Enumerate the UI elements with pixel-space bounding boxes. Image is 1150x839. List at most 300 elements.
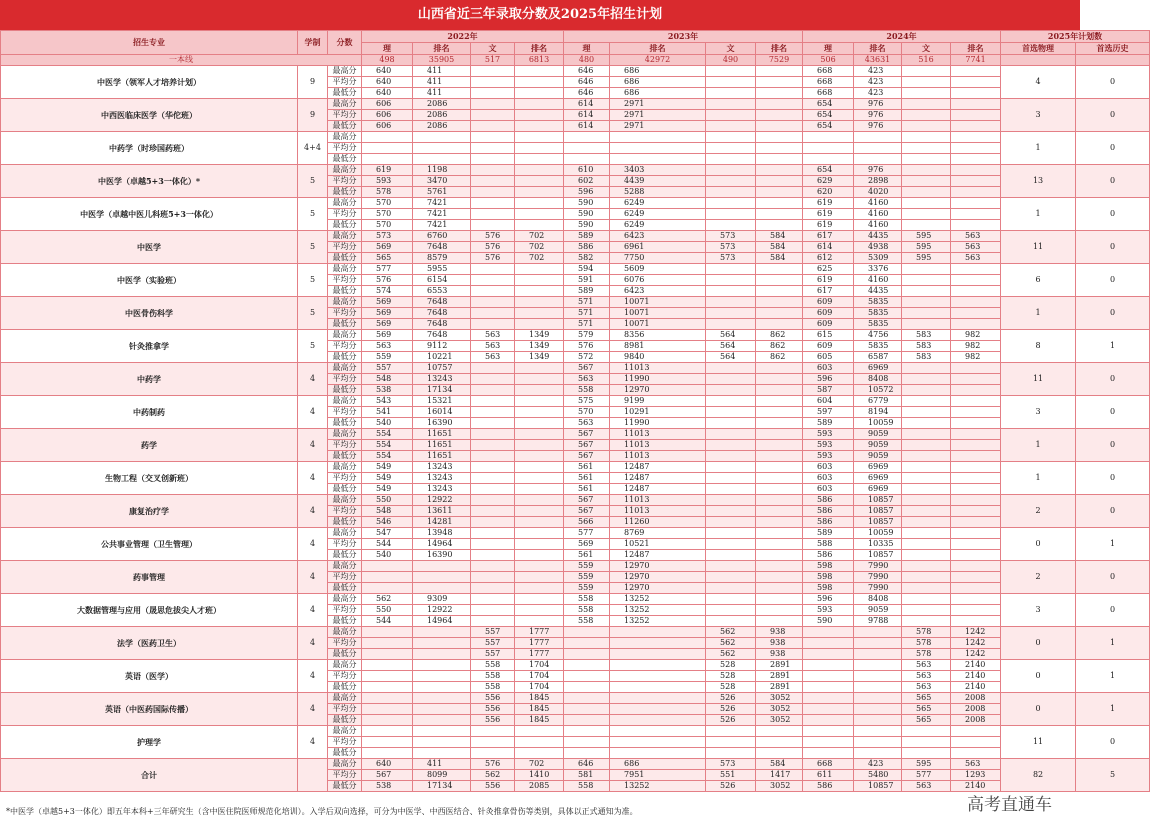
score-cell: 1349: [515, 352, 564, 363]
score-cell: 423: [854, 77, 902, 88]
score-type-label: 平均分: [328, 539, 362, 550]
score-cell: 583: [902, 330, 951, 341]
score-cell: 13243: [413, 462, 471, 473]
score-cell: [471, 473, 515, 484]
plan-physics-count: 3: [1001, 99, 1076, 132]
score-cell: 550: [362, 605, 413, 616]
score-cell: [706, 77, 756, 88]
score-cell: 589: [803, 528, 854, 539]
table-row: [1, 165, 1150, 176]
score-cell: 2971: [610, 99, 706, 110]
score-cell: [610, 748, 706, 759]
score-cell: 570: [362, 220, 413, 231]
score-cell: 540: [362, 550, 413, 561]
score-cell: 565: [902, 715, 951, 726]
score-cell: [756, 286, 803, 297]
plan-physics-count: 2: [1001, 561, 1076, 594]
score-type-label: 最高分: [328, 231, 362, 242]
score-cell: [471, 66, 515, 77]
score-cell: [362, 660, 413, 671]
yixian-value: 6813: [515, 55, 564, 66]
score-cell: 543: [362, 396, 413, 407]
score-cell: [413, 143, 471, 154]
score-cell: [706, 528, 756, 539]
table-row: [1, 627, 1150, 638]
score-cell: [902, 440, 951, 451]
score-cell: 13948: [413, 528, 471, 539]
score-cell: 6249: [610, 220, 706, 231]
score-cell: [902, 506, 951, 517]
score-cell: 14964: [413, 616, 471, 627]
score-cell: 559: [564, 572, 610, 583]
score-cell: [471, 605, 515, 616]
score-cell: 564: [706, 341, 756, 352]
score-cell: 13243: [413, 484, 471, 495]
score-cell: 586: [803, 506, 854, 517]
score-cell: 561: [564, 550, 610, 561]
score-cell: [564, 715, 610, 726]
score-cell: 567: [564, 440, 610, 451]
major-duration: 4: [298, 693, 328, 726]
score-cell: 1704: [515, 660, 564, 671]
score-cell: [902, 726, 951, 737]
score-cell: [756, 583, 803, 594]
score-cell: 938: [756, 638, 803, 649]
table-row: [1, 660, 1150, 671]
score-cell: 11013: [610, 440, 706, 451]
score-cell: 646: [564, 77, 610, 88]
score-cell: 5309: [854, 253, 902, 264]
major-duration: 5: [298, 264, 328, 297]
score-cell: 8408: [854, 374, 902, 385]
score-cell: [951, 429, 1001, 440]
score-cell: [610, 154, 706, 165]
score-cell: 617: [803, 286, 854, 297]
score-cell: [471, 165, 515, 176]
score-cell: [706, 88, 756, 99]
score-cell: 528: [706, 671, 756, 682]
score-cell: [756, 264, 803, 275]
score-cell: [803, 682, 854, 693]
score-cell: 584: [756, 253, 803, 264]
score-cell: [756, 99, 803, 110]
score-cell: 586: [803, 550, 854, 561]
score-cell: [564, 154, 610, 165]
score-cell: [756, 363, 803, 374]
score-cell: [564, 737, 610, 748]
score-cell: [471, 187, 515, 198]
score-cell: 598: [803, 583, 854, 594]
score-cell: [515, 363, 564, 374]
score-cell: [706, 539, 756, 550]
score-cell: 7990: [854, 583, 902, 594]
score-cell: [515, 308, 564, 319]
score-cell: [902, 385, 951, 396]
score-cell: [803, 737, 854, 748]
score-type-label: 最高分: [328, 660, 362, 671]
score-cell: 3052: [756, 704, 803, 715]
yixian-empty: [1076, 55, 1150, 66]
plan-history-count: 0: [1076, 264, 1150, 297]
score-cell: 1242: [951, 649, 1001, 660]
score-cell: 9059: [854, 605, 902, 616]
plan-physics-count: 1: [1001, 198, 1076, 231]
score-cell: 7648: [413, 308, 471, 319]
score-cell: [413, 748, 471, 759]
score-type-label: 最低分: [328, 649, 362, 660]
score-cell: 577: [564, 528, 610, 539]
score-cell: [803, 154, 854, 165]
score-cell: 7421: [413, 198, 471, 209]
score-cell: [756, 297, 803, 308]
score-cell: 6969: [854, 484, 902, 495]
score-cell: [902, 143, 951, 154]
header-rank: 排名: [515, 43, 564, 55]
plan-history-count: 0: [1076, 594, 1150, 627]
score-cell: 13252: [610, 781, 706, 792]
major-name: 中药制药: [1, 396, 298, 429]
plan-physics-count: 2: [1001, 495, 1076, 528]
score-cell: 11260: [610, 517, 706, 528]
header-li: 理: [362, 43, 413, 55]
score-cell: [951, 418, 1001, 429]
score-cell: 411: [413, 759, 471, 770]
score-cell: [902, 154, 951, 165]
score-cell: 590: [564, 220, 610, 231]
score-cell: [756, 275, 803, 286]
score-cell: 646: [564, 88, 610, 99]
header-duration: 学制: [298, 31, 328, 55]
score-cell: [706, 319, 756, 330]
score-cell: [756, 176, 803, 187]
major-duration: 5: [298, 165, 328, 198]
plan-history-count: 0: [1076, 561, 1150, 594]
score-cell: 561: [564, 462, 610, 473]
score-cell: [706, 473, 756, 484]
score-type-label: 最高分: [328, 726, 362, 737]
score-cell: [951, 495, 1001, 506]
score-cell: 549: [362, 462, 413, 473]
score-cell: 625: [803, 264, 854, 275]
score-cell: [951, 220, 1001, 231]
score-cell: [362, 583, 413, 594]
score-cell: 569: [362, 308, 413, 319]
score-cell: 563: [362, 341, 413, 352]
plan-physics-count: 13: [1001, 165, 1076, 198]
score-cell: [756, 550, 803, 561]
score-cell: 582: [564, 253, 610, 264]
score-type-label: 平均分: [328, 341, 362, 352]
score-cell: 612: [803, 253, 854, 264]
score-cell: 563: [951, 242, 1001, 253]
score-cell: 13243: [413, 473, 471, 484]
score-cell: [362, 682, 413, 693]
score-cell: 1242: [951, 638, 1001, 649]
score-cell: [515, 165, 564, 176]
score-cell: 581: [564, 770, 610, 781]
score-cell: [756, 748, 803, 759]
score-cell: 6076: [610, 275, 706, 286]
score-cell: 411: [413, 88, 471, 99]
score-cell: 563: [951, 231, 1001, 242]
watermark: 高考直通车: [967, 795, 1052, 815]
score-cell: 526: [706, 781, 756, 792]
score-cell: 598: [803, 572, 854, 583]
major-duration: 5: [298, 198, 328, 231]
score-cell: [564, 132, 610, 143]
score-cell: [515, 88, 564, 99]
score-cell: 6969: [854, 473, 902, 484]
score-cell: [803, 693, 854, 704]
table-row: [1, 594, 1150, 605]
score-type-label: 平均分: [328, 572, 362, 583]
major-name: 中医学（卓越中医儿科班5+3一体化）: [1, 198, 298, 231]
score-cell: [362, 671, 413, 682]
score-type-label: 最低分: [328, 517, 362, 528]
score-cell: [706, 418, 756, 429]
score-cell: [902, 605, 951, 616]
score-cell: [803, 627, 854, 638]
score-cell: [515, 77, 564, 88]
score-cell: 1410: [515, 770, 564, 781]
score-cell: 8194: [854, 407, 902, 418]
score-cell: 646: [564, 66, 610, 77]
score-cell: 5480: [854, 770, 902, 781]
yixian-value: 490: [706, 55, 756, 66]
score-cell: [413, 638, 471, 649]
score-cell: 558: [564, 385, 610, 396]
major-name: 中医学（实验班）: [1, 264, 298, 297]
score-cell: 3052: [756, 693, 803, 704]
table-row: [1, 429, 1150, 440]
header-rank: 排名: [413, 43, 471, 55]
score-cell: [706, 385, 756, 396]
score-cell: 1845: [515, 704, 564, 715]
score-cell: 5609: [610, 264, 706, 275]
score-cell: [515, 539, 564, 550]
score-cell: 556: [471, 693, 515, 704]
score-cell: 576: [564, 341, 610, 352]
score-cell: [706, 605, 756, 616]
score-type-label: 最高分: [328, 594, 362, 605]
score-cell: 10221: [413, 352, 471, 363]
score-cell: [515, 418, 564, 429]
score-cell: 591: [564, 275, 610, 286]
score-cell: [951, 154, 1001, 165]
score-cell: [756, 88, 803, 99]
score-cell: [902, 264, 951, 275]
score-cell: 562: [706, 638, 756, 649]
score-type-label: 最低分: [328, 550, 362, 561]
score-cell: [902, 176, 951, 187]
score-type-label: 最高分: [328, 627, 362, 638]
score-cell: [362, 143, 413, 154]
score-cell: 12970: [610, 572, 706, 583]
score-cell: 606: [362, 110, 413, 121]
score-cell: 6961: [610, 242, 706, 253]
score-cell: [706, 561, 756, 572]
score-cell: 10335: [854, 539, 902, 550]
score-cell: [471, 209, 515, 220]
score-cell: 584: [756, 242, 803, 253]
score-cell: 14281: [413, 517, 471, 528]
score-cell: [706, 286, 756, 297]
score-cell: 12970: [610, 583, 706, 594]
score-cell: 528: [706, 682, 756, 693]
score-cell: 629: [803, 176, 854, 187]
score-cell: [902, 187, 951, 198]
score-cell: 575: [564, 396, 610, 407]
score-cell: [902, 165, 951, 176]
score-cell: 2008: [951, 693, 1001, 704]
score-cell: [706, 550, 756, 561]
score-cell: [951, 440, 1001, 451]
major-name: 生物工程（交叉创新班）: [1, 462, 298, 495]
score-cell: [902, 209, 951, 220]
score-cell: [413, 671, 471, 682]
major-duration: 4: [298, 726, 328, 759]
score-cell: 576: [471, 231, 515, 242]
major-duration: 4: [298, 429, 328, 462]
header-li: 理: [803, 43, 854, 55]
score-cell: [902, 473, 951, 484]
score-cell: [471, 198, 515, 209]
score-cell: 15321: [413, 396, 471, 407]
plan-physics-count: 11: [1001, 726, 1076, 759]
score-cell: [706, 99, 756, 110]
score-cell: [564, 143, 610, 154]
score-cell: 2971: [610, 121, 706, 132]
score-type-label: 最高分: [328, 528, 362, 539]
score-cell: 9059: [854, 440, 902, 451]
score-type-label: 最低分: [328, 253, 362, 264]
score-cell: 7750: [610, 253, 706, 264]
score-cell: 7990: [854, 572, 902, 583]
score-cell: [756, 528, 803, 539]
score-cell: [902, 132, 951, 143]
score-cell: 571: [564, 319, 610, 330]
score-cell: [854, 627, 902, 638]
score-type-label: 最低分: [328, 715, 362, 726]
score-cell: [471, 528, 515, 539]
score-type-label: 平均分: [328, 770, 362, 781]
score-cell: [362, 638, 413, 649]
score-cell: [471, 748, 515, 759]
score-cell: [515, 121, 564, 132]
score-cell: 595: [902, 759, 951, 770]
plan-history-count: 0: [1076, 726, 1150, 759]
score-cell: [902, 429, 951, 440]
yixian-value: 35905: [413, 55, 471, 66]
score-cell: 558: [564, 605, 610, 616]
score-cell: 610: [564, 165, 610, 176]
score-cell: 561: [564, 473, 610, 484]
score-type-label: 最高分: [328, 66, 362, 77]
score-cell: [515, 517, 564, 528]
score-cell: [362, 704, 413, 715]
score-cell: [706, 154, 756, 165]
score-cell: 6423: [610, 231, 706, 242]
score-cell: 2008: [951, 715, 1001, 726]
score-cell: [706, 308, 756, 319]
score-cell: [756, 451, 803, 462]
score-cell: 567: [564, 429, 610, 440]
score-type-label: 最低分: [328, 88, 362, 99]
score-cell: 563: [564, 418, 610, 429]
score-cell: [951, 737, 1001, 748]
score-cell: [706, 275, 756, 286]
score-cell: [951, 132, 1001, 143]
plan-physics-count: 0: [1001, 528, 1076, 561]
score-cell: 614: [564, 121, 610, 132]
score-type-label: 平均分: [328, 176, 362, 187]
score-cell: 584: [756, 231, 803, 242]
score-cell: 10071: [610, 319, 706, 330]
score-cell: 10857: [854, 550, 902, 561]
score-cell: [471, 286, 515, 297]
score-cell: [471, 517, 515, 528]
score-cell: 5835: [854, 308, 902, 319]
score-cell: [515, 198, 564, 209]
score-cell: 654: [803, 110, 854, 121]
score-cell: [564, 627, 610, 638]
score-cell: 563: [471, 352, 515, 363]
score-cell: 982: [951, 330, 1001, 341]
score-cell: [471, 176, 515, 187]
score-type-label: 平均分: [328, 242, 362, 253]
score-cell: [756, 198, 803, 209]
score-cell: 10757: [413, 363, 471, 374]
score-cell: 8408: [854, 594, 902, 605]
score-type-label: 最高分: [328, 495, 362, 506]
plan-history-count: 5: [1076, 759, 1150, 792]
score-cell: [706, 495, 756, 506]
score-cell: [756, 143, 803, 154]
score-cell: [902, 396, 951, 407]
score-cell: [854, 693, 902, 704]
score-cell: 5955: [413, 264, 471, 275]
score-cell: 654: [803, 121, 854, 132]
score-type-label: 最低分: [328, 616, 362, 627]
score-cell: [951, 539, 1001, 550]
score-cell: 589: [803, 418, 854, 429]
score-type-label: 最低分: [328, 121, 362, 132]
score-cell: 10857: [854, 495, 902, 506]
score-cell: [756, 517, 803, 528]
score-cell: 558: [564, 594, 610, 605]
score-cell: 4160: [854, 275, 902, 286]
score-cell: 615: [803, 330, 854, 341]
score-cell: 976: [854, 110, 902, 121]
score-cell: [610, 704, 706, 715]
score-cell: 577: [362, 264, 413, 275]
score-cell: [951, 528, 1001, 539]
score-cell: 862: [756, 341, 803, 352]
score-cell: 583: [902, 352, 951, 363]
score-cell: 603: [803, 462, 854, 473]
plan-physics-count: 0: [1001, 627, 1076, 660]
score-cell: [756, 209, 803, 220]
score-cell: [706, 594, 756, 605]
major-name: 中医学（卓越5+3一体化）*: [1, 165, 298, 198]
header-rank: 排名: [854, 43, 902, 55]
score-cell: 1242: [951, 627, 1001, 638]
score-cell: [902, 583, 951, 594]
score-cell: 9059: [854, 451, 902, 462]
score-cell: [951, 748, 1001, 759]
score-cell: 423: [854, 66, 902, 77]
page-title: 山西省近三年录取分数及2025年招生计划: [0, 0, 1080, 30]
